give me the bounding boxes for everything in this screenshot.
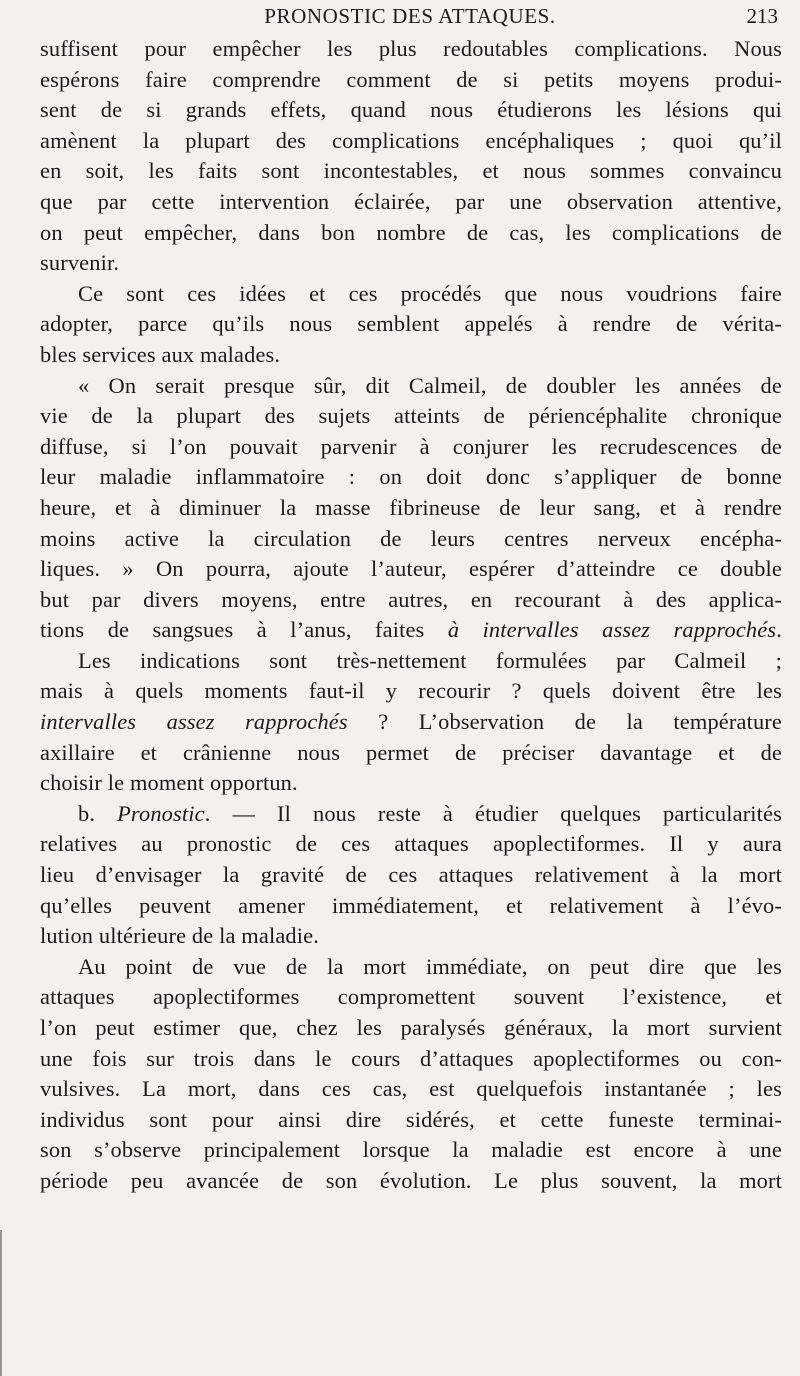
text-segment: amènent la plupart des complications encéphaliques ; quoi qu’il: [40, 127, 782, 153]
text-segment: « On serait presque sûr, dit Calmeil, de doubler les années de: [78, 372, 782, 398]
text-line: [40, 279, 782, 310]
text-segment: diffuse, si l’on pouvait parvenir à conjurer les recrudescences de: [40, 433, 782, 459]
italic-segment: à intervalles assez rapprochés: [447, 617, 777, 643]
text-segment: individus sont pour ainsi dire sidérés, et cette funeste terminai-: [40, 1106, 782, 1132]
text-segment: leur maladie inflammatoire : on doit donc s’appliquer de bonne: [40, 464, 782, 490]
text-line: [40, 676, 782, 707]
text-segment: adopter, parce qu’ils nous semblent appelés à rendre de vérita-: [40, 311, 782, 337]
text-line: [40, 248, 782, 279]
text-segment: l’on peut estimer que, chez les paralysés généraux, la mort survient: [40, 1015, 782, 1040]
text-line: [40, 768, 782, 799]
text-line: [40, 524, 782, 555]
text-line: [40, 218, 782, 249]
text-line: [40, 707, 782, 738]
text-line: [40, 309, 782, 340]
text-line: [40, 891, 782, 922]
text-line: [40, 493, 782, 524]
text-segment: choisir le moment opportun.: [40, 770, 298, 796]
text-line: [40, 187, 782, 218]
page-edge-shadow: [0, 1230, 2, 1376]
text-line: [40, 860, 782, 891]
text-segment: .: [776, 617, 782, 643]
text-segment: une fois sur trois dans le cours d’attaques apoplectiformes ou con-: [40, 1045, 782, 1071]
text-line: [40, 1105, 782, 1136]
text-segment: liques. » On pourra, ajoute l’auteur, espérer d’atteindre ce double: [40, 556, 782, 582]
text-line: [40, 462, 782, 493]
text-line: [40, 371, 782, 402]
italic-segment: Pronostic: [117, 800, 205, 826]
text-segment: que par cette intervention éclairée, par une observation attentive,: [40, 188, 782, 214]
text-segment: période peu avancée de son évolution. Le plus souvent, la mort: [40, 1167, 782, 1193]
text-line: [40, 1135, 782, 1166]
text-line: [40, 982, 782, 1013]
text-line: [40, 1166, 782, 1197]
text-line: [40, 126, 782, 157]
running-head: PRONOSTIC DES ATTAQUES.: [264, 4, 556, 28]
body-text: [40, 34, 782, 1197]
text-line: [40, 340, 782, 371]
text-segment: Au point de vue de la mort immédiate, on peut dire que les: [78, 953, 782, 979]
text-segment: suffisent pour empêcher les plus redoutables complications. Nous: [40, 36, 782, 61]
text-segment: lution ultérieure de la maladie.: [40, 923, 319, 949]
text-segment: vie de la plupart des sujets atteints de périencéphalite chronique: [40, 403, 782, 429]
text-segment: son s’observe principalement lorsque la maladie est encore à une: [40, 1137, 782, 1163]
text-segment: ? L’observation de la température: [347, 709, 782, 735]
text-line: [40, 95, 782, 126]
text-line: [40, 799, 782, 830]
page-number: 213: [746, 4, 778, 28]
text-segment: moins active la circulation de leurs centres nerveux encépha-: [40, 525, 782, 551]
text-segment: en soit, les faits sont incontestables, et nous sommes convaincu: [40, 158, 782, 184]
text-line: [40, 921, 782, 952]
text-segment: b.: [78, 800, 118, 826]
text-segment: lieu d’envisager la gravité de ces attaques relativement à la mort: [40, 862, 782, 888]
text-segment: mais à quels moments faut-il y recourir ? quels doivent être les: [40, 678, 782, 704]
text-segment: qu’elles peuvent amener immédiatement, et relativement à l’évo-: [40, 892, 782, 918]
text-line: [40, 1013, 782, 1044]
text-segment: . — Il nous reste à étudier quelques particularités: [204, 800, 783, 826]
text-line: [40, 65, 782, 96]
text-segment: axillaire et crânienne nous permet de préciser davantage et de: [40, 739, 782, 765]
text-segment: tions de sangsues à l’anus, faites: [40, 617, 448, 643]
text-segment: Les indications sont très-nettement formulées par Calmeil ;: [78, 647, 782, 673]
text-line: [40, 585, 782, 616]
text-line: [40, 829, 782, 860]
text-segment: espérons faire comprendre comment de si petits moyens produi-: [40, 66, 782, 92]
text-segment: survenir.: [40, 250, 120, 276]
text-line: [40, 615, 782, 646]
text-segment: on peut empêcher, dans bon nombre de cas, les complications de: [40, 219, 782, 245]
text-line: [40, 432, 782, 463]
text-line: [40, 34, 782, 65]
text-line: [40, 738, 782, 769]
text-line: [40, 401, 782, 432]
text-segment: Ce sont ces idées et ces procédés que nous voudrions faire: [78, 280, 782, 306]
text-segment: relatives au pronostic de ces attaques apoplectiformes. Il y aura: [40, 831, 782, 857]
text-segment: attaques apoplectiformes compromettent souvent l’existence, et: [40, 984, 782, 1010]
italic-segment: intervalles assez rapprochés: [40, 709, 348, 735]
text-line: [40, 1044, 782, 1075]
page-header: [40, 4, 780, 30]
text-line: [40, 646, 782, 677]
text-segment: heure, et à diminuer la masse fibrineuse de leur sang, et à rendre: [40, 494, 782, 520]
text-line: [40, 156, 782, 187]
text-segment: bles services aux malades.: [40, 341, 281, 367]
text-segment: but par divers moyens, entre autres, en recourant à des applica-: [40, 586, 782, 612]
text-line: [40, 952, 782, 983]
text-segment: vulsives. La mort, dans ces cas, est quelquefois instantanée ; les: [40, 1076, 782, 1102]
text-line: [40, 1074, 782, 1105]
text-segment: sent de si grands effets, quand nous étudierons les lésions qui: [40, 97, 782, 123]
text-line: [40, 554, 782, 585]
